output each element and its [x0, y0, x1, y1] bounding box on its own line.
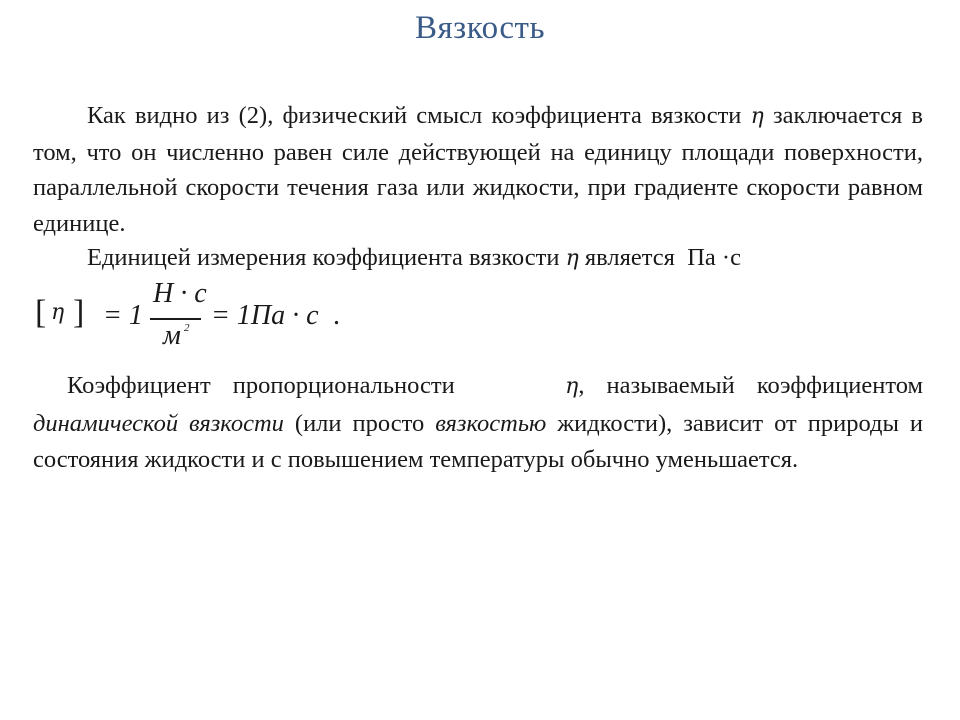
paragraph-dynamic-mid: (или просто	[294, 409, 425, 437]
paragraph-definition-cont: заключается в том, что он численно равен силе действующей на единицу площади поверхности, параллельной скорости течения газа или жидкости, при градиенте скорости равном единице.	[33, 102, 923, 237]
paragraph-definition	[33, 98, 923, 241]
paragraph-definition-text: Как видно из (2), физический смысл коэффициента вязкости	[87, 102, 742, 129]
formula-eq1: = 1	[103, 300, 143, 331]
paragraph-dynamic-text: Коэффициент пропорциональности	[67, 372, 455, 399]
unit-s: с	[730, 244, 741, 271]
formula-denominator: м	[163, 320, 181, 351]
paragraph-unit-text: Единицей измерения коэффициента вязкости	[87, 244, 560, 271]
unit-dot: ·	[721, 244, 731, 271]
paragraph-dynamic-end: жидкости), зависит от природы и состояния жидкости и с повышением температуры обычно уменьшается.	[33, 409, 924, 473]
term-dynamic-viscosity: динамической вязкости	[33, 409, 284, 437]
eta-symbol: η	[565, 246, 579, 271]
paragraph-unit	[33, 240, 923, 277]
eta-symbol: η	[750, 104, 764, 129]
formula-period: .	[333, 300, 340, 331]
formula-eq2: = 1Па · с	[211, 300, 319, 331]
eta-symbol: η	[565, 374, 579, 399]
page-title: Вязкость	[414, 10, 546, 46]
formula-eta: η	[51, 300, 65, 325]
term-viscosity: вязкостью	[435, 409, 547, 437]
viscosity-unit-formula	[33, 278, 340, 360]
formula-left-bracket: [	[35, 294, 47, 331]
unit-pa: Па	[687, 244, 716, 271]
formula-denominator-exp: 2	[184, 322, 190, 334]
formula-numerator: Н · с	[153, 278, 207, 309]
paragraph-dynamic-comma: , называемый коэффициентом	[578, 372, 923, 399]
paragraph-unit-mid: является	[584, 244, 675, 271]
paragraph-dynamic-viscosity	[33, 368, 923, 479]
formula-right-bracket: ]	[73, 294, 85, 331]
